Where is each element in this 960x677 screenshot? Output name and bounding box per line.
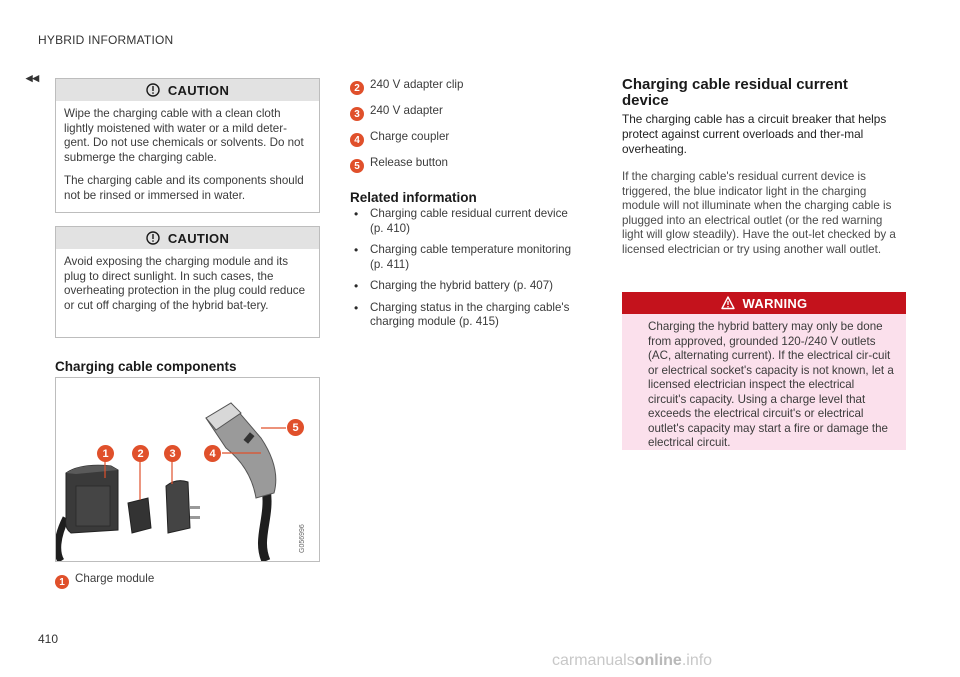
adapter-clip-shape [128, 498, 151, 533]
previous-page-icon[interactable]: ◂◂ [26, 70, 40, 85]
legend-label: Charge module [75, 572, 155, 585]
watermark: carmanualsonline.info [552, 652, 713, 669]
page-number: 410 [38, 632, 59, 646]
legend-item [350, 104, 443, 121]
caution-title: CAUTION [167, 230, 230, 246]
related-link[interactable]: • Charging cable residual current device (p. 410) [350, 207, 582, 236]
charging-cable-illustration [55, 377, 320, 562]
callout-3: 3 [164, 445, 181, 462]
legend-label: 240 V adapter [370, 104, 443, 117]
callout-4: 4 [204, 445, 221, 462]
warning-icon [721, 296, 735, 310]
legend-label: Release button [370, 156, 448, 169]
legend-number: 4 [350, 133, 364, 147]
components-heading: Charging cable components [55, 359, 237, 374]
caution-header [56, 79, 319, 101]
cable [262, 488, 267, 561]
warning-text: Charging the hybrid battery may only be done from approved, grounded 120-/240 V outlets (AC, alternating current). If the electrical cir-cuit or electrical socket's capacity is not known, let a licensed electrician inspect the electrical circuit's capacity. Using a charge level that exceeds the electrical circuit's or electrical outlet's capacity may start a fire or damage the electrical circuit. [648, 320, 894, 449]
callout-1: 1 [97, 445, 114, 462]
warning-title: WARNING [742, 295, 808, 311]
rcd-intro: The charging cable has a circuit breaker that helps protect against current overloads and ther-mal overheating. [622, 112, 887, 156]
rcd-heading: Charging cable residual current device [622, 76, 848, 109]
caution-icon [146, 231, 160, 245]
figure-code: G056996 [299, 524, 306, 553]
caution-icon [146, 83, 160, 97]
related-list [350, 207, 582, 337]
caution-text: Avoid exposing the charging module and its plug to direct sunlight. In such cases, the overheating protection in the plug could reduce or cut off charging of the hybrid bat-tery. [64, 255, 306, 312]
legend-label: 240 V adapter clip [370, 78, 464, 91]
chapter-title: HYBRID INFORMATION [38, 33, 174, 47]
legend-number: 1 [55, 575, 69, 589]
callout-5: 5 [287, 419, 304, 436]
legend-item [350, 130, 449, 147]
legend-item [350, 78, 463, 95]
cable [58, 518, 66, 561]
legend-number: 2 [350, 81, 364, 95]
adapter-shape [166, 481, 190, 533]
caution-title: CAUTION [167, 82, 230, 98]
caution-text: The charging cable and its components should not be rinsed or immersed in water. [64, 174, 304, 202]
callout-2: 2 [132, 445, 149, 462]
related-link[interactable]: • Charging the hybrid battery (p. 407) [350, 279, 582, 294]
caution-text: Wipe the charging cable with a clean cloth lightly moistened with water or a mild deter-gent. Do not use chemicals or solvents. Do not submerge the charging cable. [64, 107, 304, 164]
legend-label: Charge coupler [370, 130, 450, 143]
related-link[interactable]: • Charging cable temperature monitoring (p. 411) [350, 243, 582, 272]
rcd-body: If the charging cable's residual current device is triggered, the blue indicator light in the charging module will not illuminate when the charging cable is plugged into an electrical outlet (or the red warning light will glow steadily). Have the out-let checked by a licensed electrician or try using another wall outlet. [622, 170, 896, 256]
warning-header [622, 292, 906, 314]
legend-item [350, 156, 448, 173]
legend-number: 5 [350, 159, 364, 173]
caution-box-sunlight [55, 226, 320, 338]
legend-number: 3 [350, 107, 364, 121]
related-link[interactable]: • Charging status in the charging cable's charging module (p. 415) [350, 301, 582, 330]
caution-header [56, 227, 319, 249]
warning-box [622, 292, 906, 450]
caution-box-cleaning [55, 78, 320, 213]
related-heading: Related information [350, 190, 477, 205]
legend-item [55, 572, 154, 589]
